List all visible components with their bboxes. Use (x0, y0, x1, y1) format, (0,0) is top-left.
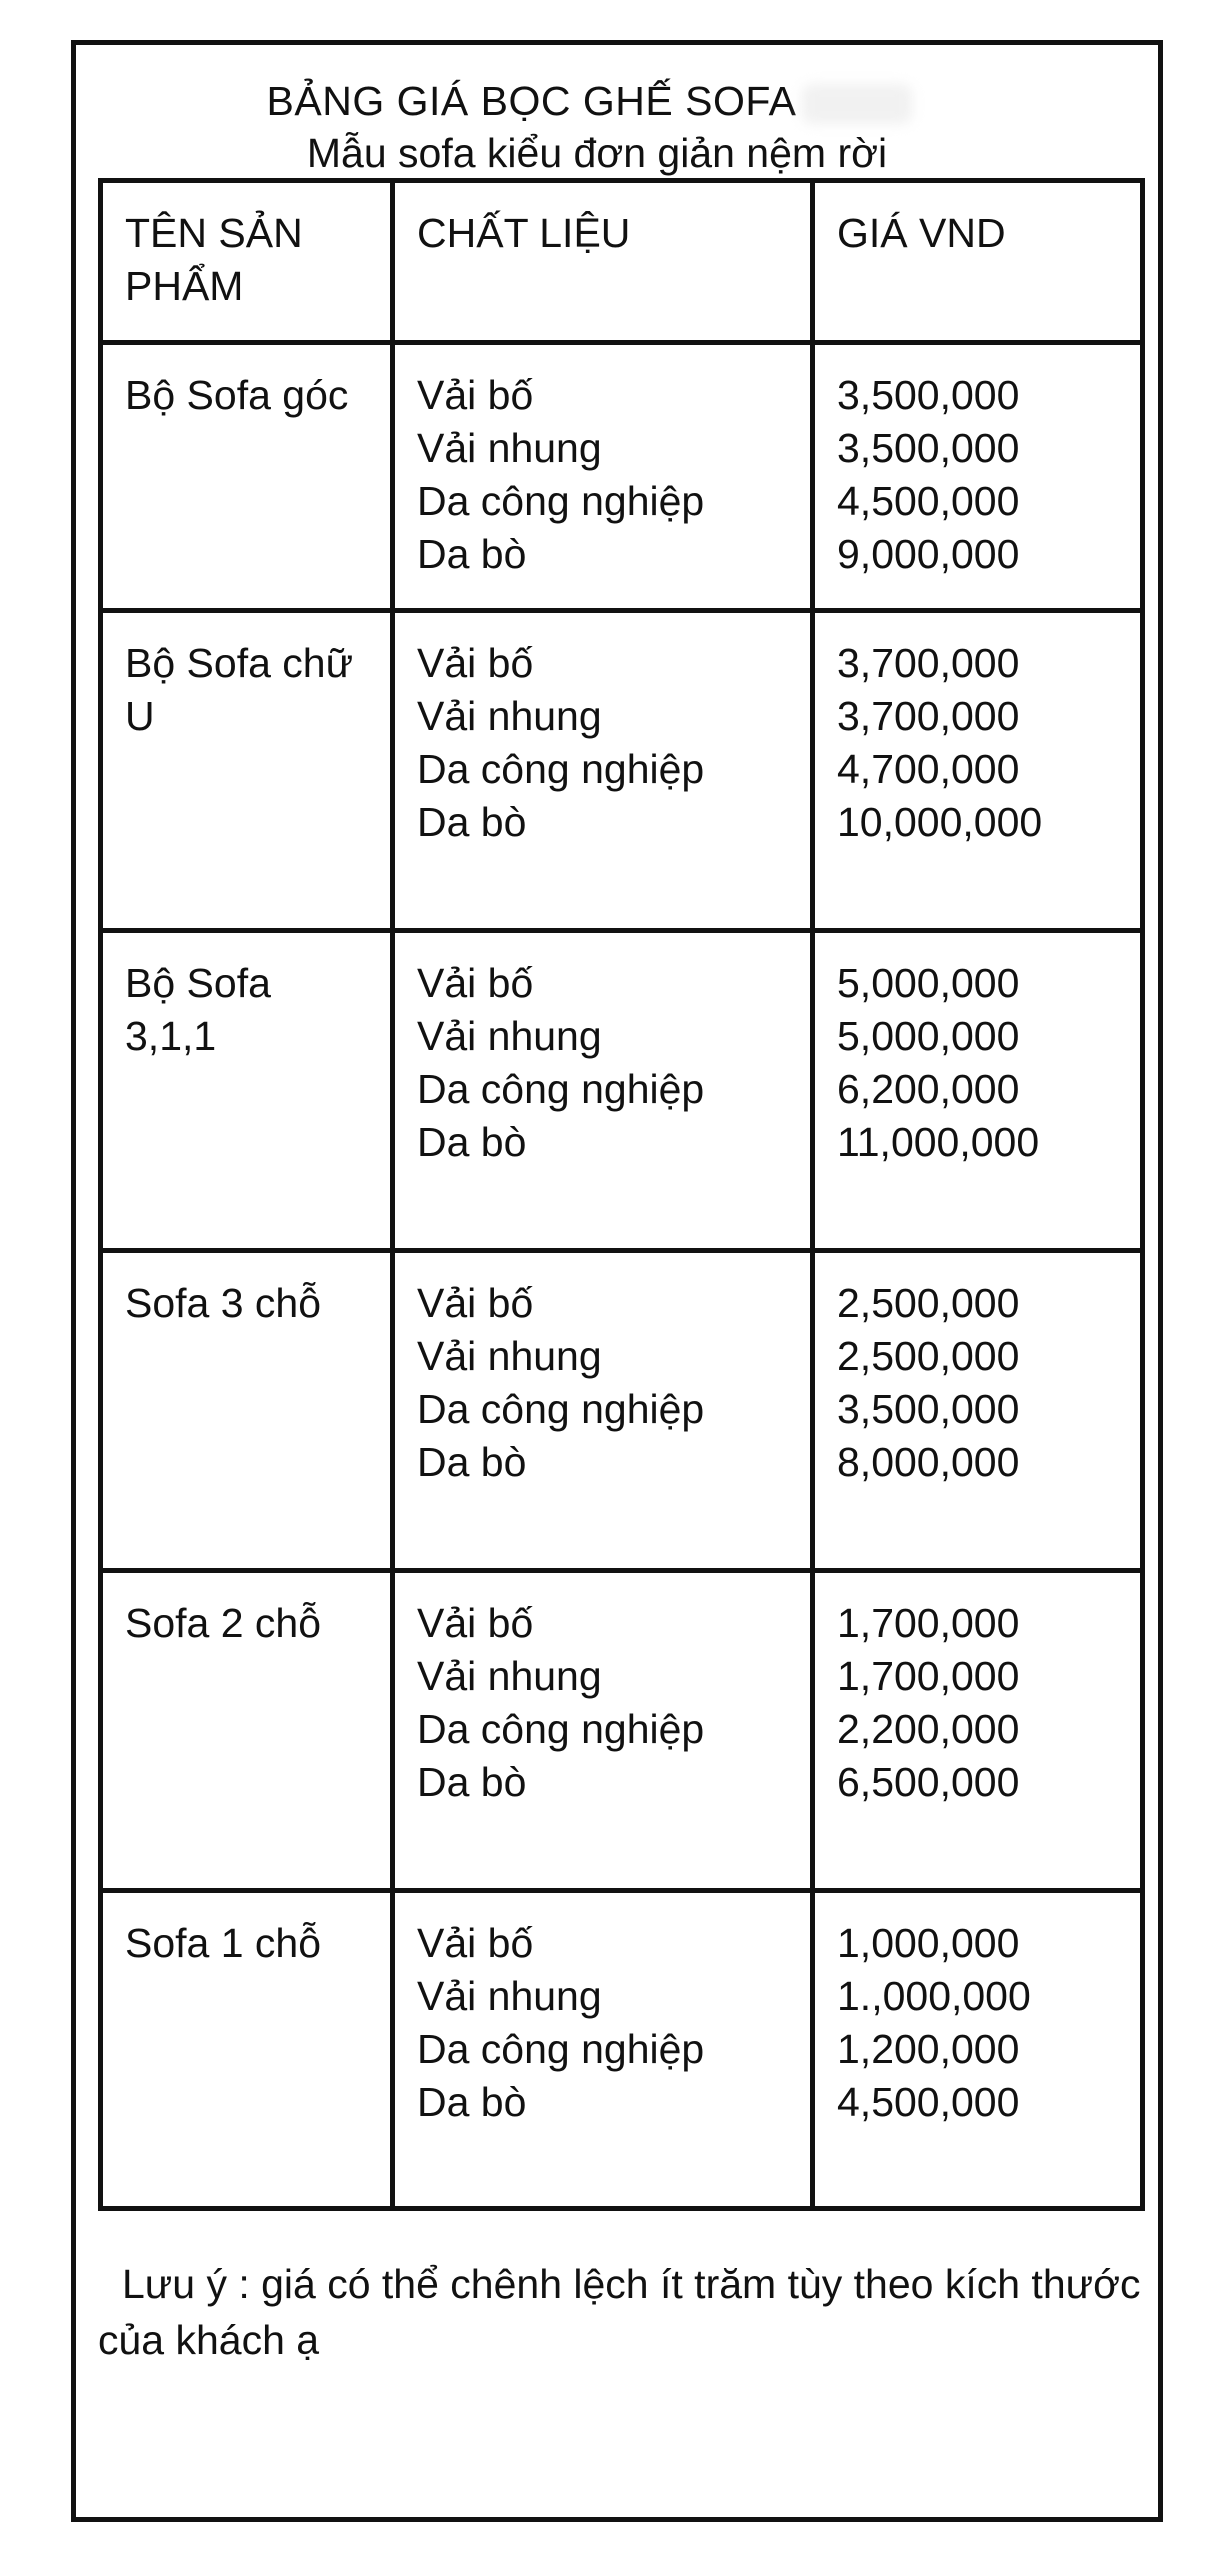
price-table (98, 178, 1145, 2211)
material-item: Vải nhung (417, 1333, 602, 1379)
price-list (813, 1891, 1143, 2209)
price-item: 2,500,000 (837, 1333, 1020, 1379)
material-item: Vải bố (417, 640, 534, 686)
material-item: Vải bố (417, 1280, 534, 1326)
table-header-row (101, 181, 1143, 343)
product-name: Sofa 1 chỗ (101, 1891, 393, 2209)
price-item: 11,000,000 (837, 1119, 1040, 1165)
material-item: Da công nghiệp (417, 2026, 705, 2072)
price-item: 4,500,000 (837, 478, 1020, 524)
table-row (101, 1251, 1143, 1571)
product-name: Sofa 2 chỗ (101, 1571, 393, 1891)
header-material: CHẤT LIỆU (393, 181, 813, 343)
page-subtitle: Mẫu sofa kiểu đơn giản nệm rời (306, 130, 888, 176)
price-item: 6,200,000 (837, 1066, 1020, 1112)
material-item: Da công nghiệp (417, 1066, 705, 1112)
price-item: 3,500,000 (837, 1386, 1020, 1432)
price-item: 6,500,000 (837, 1759, 1020, 1805)
price-item: 2,500,000 (837, 1280, 1020, 1326)
title-block (76, 75, 1158, 179)
price-item: 9,000,000 (837, 531, 1020, 577)
material-list (393, 931, 813, 1251)
price-item: 1,700,000 (837, 1653, 1020, 1699)
material-item: Vải bố (417, 960, 534, 1006)
price-list (813, 1251, 1143, 1571)
price-item: 8,000,000 (837, 1439, 1020, 1485)
price-item: 4,700,000 (837, 746, 1020, 792)
price-list (813, 611, 1143, 931)
material-item: Vải bố (417, 1600, 534, 1646)
material-item: Vải nhung (417, 1013, 602, 1059)
table-row (101, 1891, 1143, 2209)
material-item: Da công nghiệp (417, 1386, 705, 1432)
material-item: Vải bố (417, 1920, 534, 1966)
price-item: 2,200,000 (837, 1706, 1020, 1752)
material-list (393, 611, 813, 931)
price-item: 3,700,000 (837, 640, 1020, 686)
material-list (393, 1571, 813, 1891)
table-row (101, 1571, 1143, 1891)
price-list (813, 931, 1143, 1251)
blurred-watermark (802, 84, 912, 124)
price-list (813, 1571, 1143, 1891)
header-price: GIÁ VND (813, 181, 1143, 343)
price-sheet (71, 40, 1163, 2522)
price-item: 5,000,000 (837, 1013, 1020, 1059)
table-row (101, 343, 1143, 611)
material-item: Da công nghiệp (417, 478, 705, 524)
header-product: TÊN SẢN PHẨM (101, 181, 393, 343)
material-list (393, 343, 813, 611)
price-item: 1,700,000 (837, 1600, 1020, 1646)
material-item: Vải nhung (417, 1973, 602, 2019)
material-item: Vải nhung (417, 1653, 602, 1699)
material-item: Da bò (417, 799, 527, 845)
material-item: Vải nhung (417, 425, 602, 471)
price-item: 5,000,000 (837, 960, 1020, 1006)
price-item: 10,000,000 (837, 799, 1043, 845)
material-item: Da bò (417, 1759, 527, 1805)
table-row (101, 931, 1143, 1251)
price-item: 1,200,000 (837, 2026, 1020, 2072)
product-name: Bộ Sofa chữ U (101, 611, 393, 931)
material-item: Vải nhung (417, 693, 602, 739)
price-item: 4,500,000 (837, 2079, 1020, 2125)
price-item: 3,700,000 (837, 693, 1020, 739)
product-name: Sofa 3 chỗ (101, 1251, 393, 1571)
material-item: Da công nghiệp (417, 1706, 705, 1752)
price-item: 3,500,000 (837, 372, 1020, 418)
material-item: Da bò (417, 1119, 527, 1165)
price-item: 1.,000,000 (837, 1973, 1031, 2019)
price-note: Lưu ý : giá có thể chênh lệch ít trăm tùy theo kích thước của khách ạ (98, 2261, 1141, 2363)
material-item: Da bò (417, 1439, 527, 1485)
price-item: 1,000,000 (837, 1920, 1020, 1966)
page-title-line (21, 75, 1158, 127)
page-title: BẢNG GIÁ BỌC GHẾ SOFA (266, 78, 797, 124)
price-list (813, 343, 1143, 611)
material-item: Da bò (417, 2079, 527, 2125)
table-row (101, 611, 1143, 931)
material-list (393, 1251, 813, 1571)
material-item: Da công nghiệp (417, 746, 705, 792)
product-name: Bộ Sofa 3,1,1 (101, 931, 393, 1251)
product-name: Bộ Sofa góc (101, 343, 393, 611)
material-list (393, 1891, 813, 2209)
price-item: 3,500,000 (837, 425, 1020, 471)
material-item: Vải bố (417, 372, 534, 418)
material-item: Da bò (417, 531, 527, 577)
